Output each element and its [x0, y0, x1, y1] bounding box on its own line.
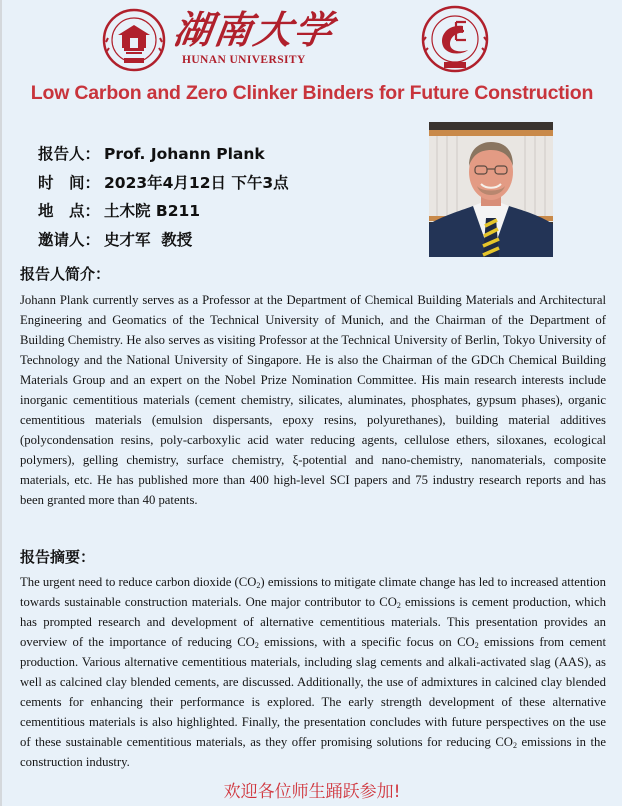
host-value: 史才军 教授 [104, 230, 193, 249]
bio-text: Johann Plank currently serves as a Professor at the Department of Chemical Building Materials and Architectural Engineering and Geomatics of the Technical University of Munich, and the Chairman of the Department of Building Chemistry. He also serves as visiting Professor at the Technical University of Berlin, Tokyo University of Technology and the National University of Singapore. He is also the Chairman of the GDCh Chemical Building Materials Group and an expert on the Nobel Prize Nomination Committee. His main research interests include inorganic cementitious materials (cement chemistry, silicates, aluminates, phosphates, gypsum phases), organic cementitious materials (emulsion dispersants, epoxy resins, polyurethanes), building material additives (polycondensation resins, poly-carboxylic acid water reducing agents, cellulose ethers, siloxanes, ecological polymers), gelling chemistry, surface chemistry, ξ-potential and nano-chemistry, nanomaterials, composite materials, etc. He has published more than 400 high-level SCI papers and 75 industry research reports and has been granted more than 40 patents. [20, 293, 606, 507]
abstract-segment: The urgent need to reduce carbon dioxide (CO [20, 575, 257, 589]
host-row [38, 228, 289, 257]
subscript-2: 2 [474, 641, 479, 650]
abstract-segment: emissions is cement production, which has prompted research and development of alternative cementitious materials. This presentation provides an overview of the importance of reducing CO [20, 595, 606, 649]
university-wordmark [170, 7, 338, 74]
abstract-segment: emissions in the construction industry. [20, 735, 607, 769]
university-name-cn: 湖南大学 [170, 7, 338, 52]
speaker-row [38, 142, 289, 171]
lecture-info [38, 142, 289, 256]
subscript-2: 2 [512, 741, 517, 750]
abstract-segment: emissions, with a specific focus on CO [258, 635, 475, 649]
host-label: 邀请人： [38, 230, 101, 249]
speaker-label: 报告人： [38, 145, 101, 163]
bio-heading: 报告人简介： [20, 265, 111, 283]
abstract-segment: ) emissions to mitigate climate change has led to increased attention towards sustainable construction materials. One major contributor to CO [20, 575, 606, 609]
subscript-2: 2 [256, 581, 261, 590]
subscript-2: 2 [396, 601, 401, 610]
location-value: 土木院 B211 [104, 202, 201, 220]
welcome-message: 欢迎各位师生踊跃参加! [223, 782, 401, 802]
university-name-en: HUNAN UNIVERSITY [182, 54, 306, 66]
subscript-2: 2 [254, 641, 259, 650]
time-label: 时 间： [38, 173, 101, 192]
hunan-university-seal-icon [102, 8, 166, 72]
time-value: 2023年4月12日 下午3点 [104, 173, 289, 192]
college-seal-icon [420, 4, 490, 74]
time-row [38, 171, 289, 200]
abstract-segment: emissions from cement production. Various alternative cementitious materials, including slag cements and alkali-activated slag (AAS), as well as calcined clay blended cements, are discussed. Additionally, the use of admixtures in calcined clay blended cements for enhancing their performance is explored. The early strength development of these alternative cementitious materials is also highlighted. Finally, the presentation concludes with future perspectives on the use of these sustainable cementitious materials, as they offer promising solutions for reducing CO [20, 635, 606, 749]
abstract-heading: 报告摘要： [20, 548, 96, 566]
speaker-value: Prof. Johann Plank [104, 145, 265, 163]
lecture-title: Low Carbon and Zero Clinker Binders for Future Construction [30, 82, 594, 104]
location-row [38, 199, 289, 228]
speaker-photo [429, 122, 553, 257]
location-label: 地 点： [38, 202, 101, 220]
abstract-text [20, 572, 606, 772]
header [2, 0, 622, 78]
